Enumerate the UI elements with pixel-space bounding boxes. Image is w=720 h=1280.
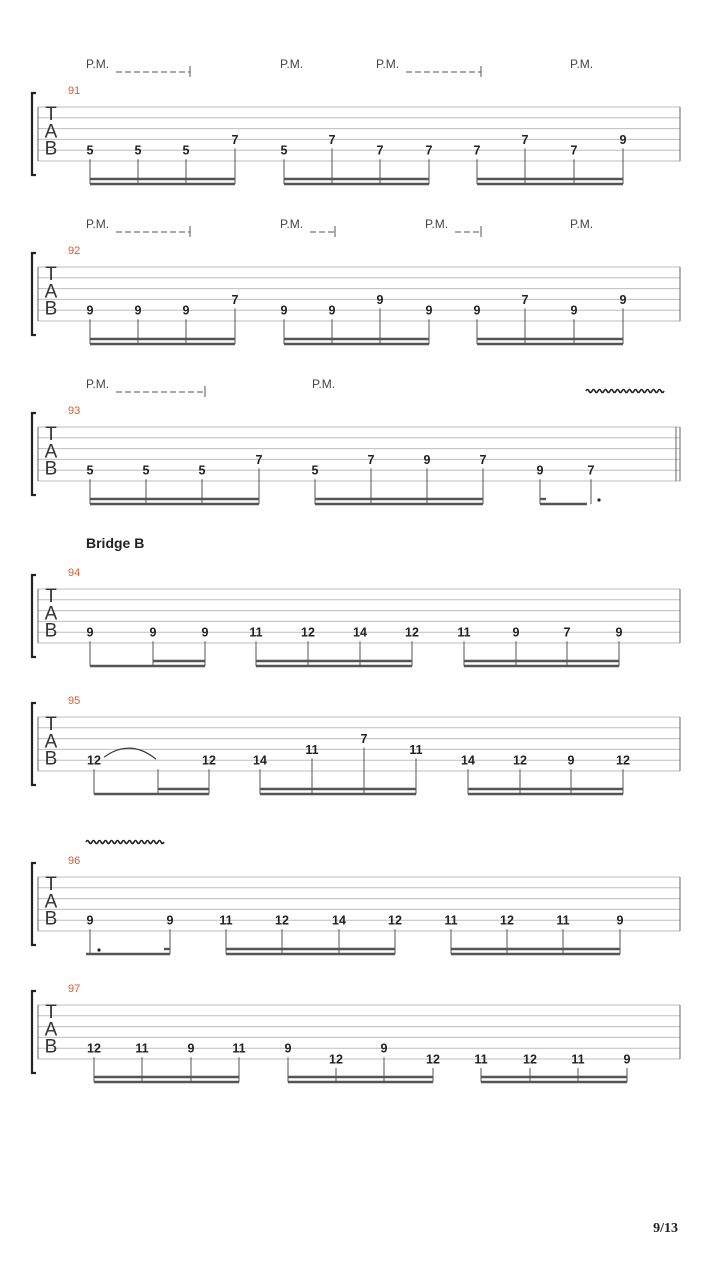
tab-clef-letter: T bbox=[45, 586, 57, 607]
fret-number: 9 bbox=[187, 1041, 195, 1056]
fret-number: 12 bbox=[87, 1041, 101, 1056]
fret-number: 7 bbox=[360, 732, 368, 747]
staff-bracket bbox=[32, 413, 36, 495]
palm-mute-mark: P.M. bbox=[280, 217, 304, 231]
fret-number: 12 bbox=[513, 753, 527, 768]
fret-number: 12 bbox=[202, 753, 216, 768]
fret-number: 11 bbox=[571, 1052, 585, 1067]
tab-clef-letter: T bbox=[45, 424, 57, 445]
palm-mute-mark: P.M. bbox=[86, 57, 110, 71]
fret-number: 9 bbox=[280, 303, 288, 318]
fret-number: 9 bbox=[376, 292, 384, 307]
fret-number: 7 bbox=[521, 132, 529, 147]
fret-number: 9 bbox=[425, 303, 433, 318]
fret-number: 9 bbox=[134, 303, 142, 318]
tab-clef-letter: T bbox=[45, 104, 57, 125]
staff-system-92 bbox=[32, 217, 680, 344]
fret-number: 7 bbox=[587, 463, 595, 478]
fret-number: 7 bbox=[367, 452, 375, 467]
dot-mark bbox=[597, 498, 600, 501]
staff-bracket bbox=[32, 575, 36, 657]
staff-bracket bbox=[32, 703, 36, 785]
fret-number: 12 bbox=[275, 913, 289, 928]
fret-number: 9 bbox=[166, 913, 174, 928]
tab-clef-letter: T bbox=[45, 874, 57, 895]
tab-clef-letter: A bbox=[44, 441, 58, 463]
fret-number: 11 bbox=[409, 742, 423, 757]
staff-system-95 bbox=[32, 695, 680, 794]
section-label: Bridge B bbox=[86, 535, 145, 551]
tab-clef-letter: B bbox=[44, 138, 58, 160]
fret-number: 9 bbox=[328, 303, 336, 318]
fret-number: 11 bbox=[474, 1052, 488, 1067]
palm-mute-mark: P.M. bbox=[570, 217, 594, 231]
page-number: 9/13 bbox=[653, 1221, 678, 1236]
tab-clef-letter: A bbox=[44, 1019, 58, 1041]
palm-mute-mark: P.M. bbox=[376, 57, 400, 71]
tab-clef-letter: A bbox=[44, 603, 58, 625]
fret-number: 7 bbox=[425, 143, 433, 158]
fret-number: 5 bbox=[142, 463, 150, 478]
fret-number: 11 bbox=[249, 625, 263, 640]
staff-system-93 bbox=[32, 377, 680, 504]
palm-mute-mark: P.M. bbox=[86, 217, 110, 231]
measure-number: 91 bbox=[68, 85, 81, 97]
fret-number: 9 bbox=[284, 1041, 292, 1056]
staff-bracket bbox=[32, 991, 36, 1073]
palm-mute-mark: P.M. bbox=[280, 57, 304, 71]
palm-mute-mark: P.M. bbox=[425, 217, 449, 231]
fret-number: 9 bbox=[570, 303, 578, 318]
tab-clef-letter: B bbox=[44, 458, 58, 480]
fret-number: 7 bbox=[521, 292, 529, 307]
fret-number: 12 bbox=[616, 753, 630, 768]
vibrato-mark bbox=[86, 841, 164, 844]
fret-number: 9 bbox=[149, 625, 157, 640]
measure-number: 95 bbox=[68, 695, 81, 707]
fret-number: 7 bbox=[570, 143, 578, 158]
fret-number: 11 bbox=[232, 1041, 246, 1056]
fret-number: 12 bbox=[329, 1052, 343, 1067]
tab-clef-letter: A bbox=[44, 731, 58, 753]
fret-number: 9 bbox=[619, 132, 627, 147]
tab-clef-letter: B bbox=[44, 748, 58, 770]
fret-number: 12 bbox=[405, 625, 419, 640]
fret-number: 11 bbox=[305, 742, 319, 757]
measure-number: 92 bbox=[68, 245, 81, 257]
dot-mark bbox=[97, 948, 100, 951]
tab-clef-letter: B bbox=[44, 908, 58, 930]
fret-number: 12 bbox=[523, 1052, 537, 1067]
fret-number: 9 bbox=[623, 1052, 631, 1067]
fret-number: 11 bbox=[219, 913, 233, 928]
fret-number: 9 bbox=[536, 463, 544, 478]
fret-number: 14 bbox=[253, 753, 267, 768]
fret-number: 12 bbox=[301, 625, 315, 640]
fret-number: 11 bbox=[444, 913, 458, 928]
fret-number: 5 bbox=[280, 143, 288, 158]
fret-number: 9 bbox=[86, 303, 94, 318]
vibrato-mark bbox=[586, 390, 664, 393]
fret-number: 9 bbox=[473, 303, 481, 318]
fret-number: 7 bbox=[231, 132, 239, 147]
fret-number: 5 bbox=[311, 463, 319, 478]
fret-number: 14 bbox=[332, 913, 346, 928]
fret-number: 9 bbox=[619, 292, 627, 307]
fret-number: 5 bbox=[86, 143, 94, 158]
fret-number: 7 bbox=[328, 132, 336, 147]
staff-system-96 bbox=[32, 841, 680, 955]
fret-number: 5 bbox=[198, 463, 206, 478]
tab-clef-letter: T bbox=[45, 1002, 57, 1023]
fret-number: 9 bbox=[182, 303, 190, 318]
fret-number: 5 bbox=[182, 143, 190, 158]
fret-number: 7 bbox=[473, 143, 481, 158]
tab-clef-letter: B bbox=[44, 298, 58, 320]
fret-number: 5 bbox=[86, 463, 94, 478]
palm-mute-mark: P.M. bbox=[86, 377, 110, 391]
staff-bracket bbox=[32, 253, 36, 335]
measure-number: 93 bbox=[68, 405, 81, 417]
measure-number: 94 bbox=[68, 567, 81, 579]
fret-number: 9 bbox=[86, 625, 94, 640]
fret-number: 5 bbox=[134, 143, 142, 158]
tab-clef-letter: T bbox=[45, 714, 57, 735]
fret-number: 7 bbox=[563, 625, 571, 640]
palm-mute-mark: P.M. bbox=[570, 57, 594, 71]
fret-number: 11 bbox=[457, 625, 471, 640]
fret-number: 12 bbox=[500, 913, 514, 928]
fret-number: 12 bbox=[388, 913, 402, 928]
fret-number: 7 bbox=[376, 143, 384, 158]
palm-mute-mark: P.M. bbox=[312, 377, 336, 391]
staff-bracket bbox=[32, 93, 36, 175]
fret-number: 9 bbox=[423, 452, 431, 467]
fret-number: 7 bbox=[479, 452, 487, 467]
tab-clef-letter: B bbox=[44, 620, 58, 642]
measure-number: 96 bbox=[68, 855, 81, 867]
fret-number: 9 bbox=[616, 913, 624, 928]
fret-number: 14 bbox=[353, 625, 367, 640]
tab-clef-letter: A bbox=[44, 121, 58, 143]
measure-number: 97 bbox=[68, 983, 81, 995]
tab-clef-letter: B bbox=[44, 1036, 58, 1058]
fret-number: 11 bbox=[135, 1041, 149, 1056]
fret-number: 7 bbox=[255, 452, 263, 467]
fret-number: 9 bbox=[567, 753, 575, 768]
staff-system-94 bbox=[32, 567, 680, 666]
fret-number: 9 bbox=[380, 1041, 388, 1056]
tab-clef-letter: T bbox=[45, 264, 57, 285]
fret-number: 9 bbox=[615, 625, 623, 640]
fret-number: 12 bbox=[87, 753, 101, 768]
fret-number: 9 bbox=[512, 625, 520, 640]
fret-number: 11 bbox=[556, 913, 570, 928]
fret-number: 9 bbox=[86, 913, 94, 928]
fret-number: 14 bbox=[461, 753, 475, 768]
staff-system-97 bbox=[32, 983, 680, 1082]
fret-number: 9 bbox=[201, 625, 209, 640]
staff-system-91 bbox=[32, 57, 680, 184]
staff-bracket bbox=[32, 863, 36, 945]
fret-number: 12 bbox=[426, 1052, 440, 1067]
tab-clef-letter: A bbox=[44, 281, 58, 303]
tab-clef-letter: A bbox=[44, 891, 58, 913]
fret-number: 7 bbox=[231, 292, 239, 307]
